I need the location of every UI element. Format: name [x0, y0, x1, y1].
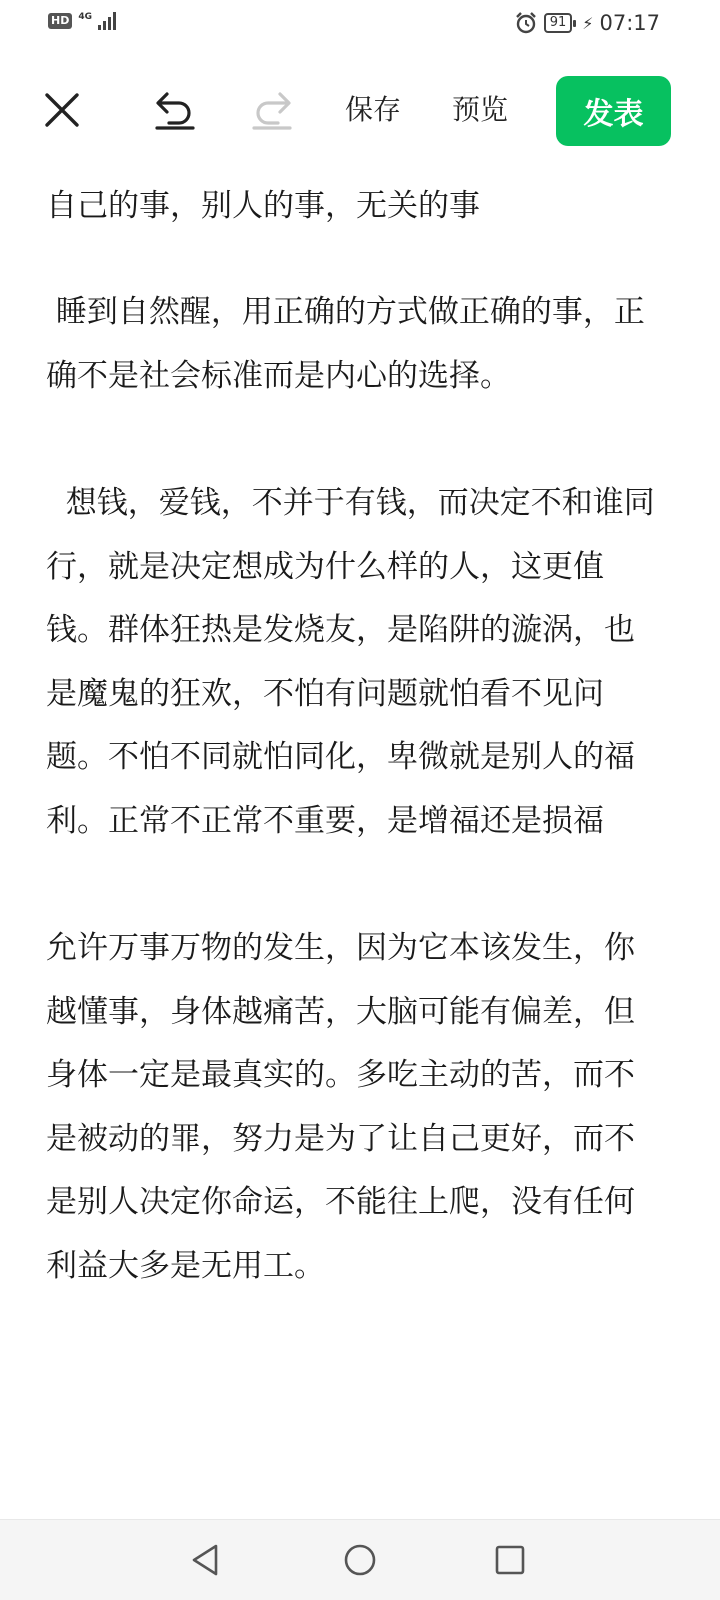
editor-toolbar	[0, 70, 720, 150]
article-title[interactable]: 自己的事，别人的事，无关的事	[46, 188, 480, 224]
undo-icon[interactable]	[153, 88, 197, 132]
alarm-icon	[514, 11, 538, 35]
publish-button[interactable]: 发表	[556, 76, 671, 146]
back-triangle-icon[interactable]	[186, 1540, 226, 1580]
redo-icon[interactable]	[250, 88, 294, 132]
signal-icon	[98, 12, 116, 30]
charging-icon: ⚡	[582, 13, 594, 33]
article-paragraph[interactable]: 想钱，爱钱，不并于有钱，而决定不和谁同行，就是决定想成为什么样的人，这更值钱。群体狂热是发烧友，是陷阱的漩涡，也是魔鬼的狂欢，不怕有问题就怕看不见问题。不怕不同就怕同化，卑微就是别人的福利。正常不正常不重要，是增福还是损福	[46, 485, 655, 839]
recent-square-icon[interactable]	[490, 1540, 530, 1580]
hd-icon: HD	[48, 13, 72, 29]
status-right	[514, 11, 660, 35]
status-bar	[0, 0, 720, 48]
article-editor[interactable]	[46, 175, 656, 1298]
preview-button[interactable]: 预览	[452, 93, 509, 126]
battery-level: 91	[544, 13, 573, 33]
close-icon[interactable]	[40, 88, 84, 132]
home-circle-icon[interactable]	[340, 1540, 380, 1580]
save-button[interactable]: 保存	[345, 93, 402, 126]
article-paragraph[interactable]: 睡到自然醒，用正确的方式做正确的事，正确不是社会标准而是内心的选择。	[46, 294, 645, 394]
article-paragraph[interactable]: 允许万事万物的发生，因为它本该发生，你越懂事，身体越痛苦，大脑可能有偏差，但身体一定是最真实的。多吃主动的苦，而不是被动的罪，努力是为了让自己更好，而不是别人决定你命运，不能往上爬，没有任何利益大多是无用工。	[46, 930, 635, 1284]
system-nav-bar	[0, 1519, 720, 1600]
status-left	[48, 12, 116, 30]
clock: 07:17	[599, 11, 660, 35]
network-type: 4G	[78, 12, 92, 22]
